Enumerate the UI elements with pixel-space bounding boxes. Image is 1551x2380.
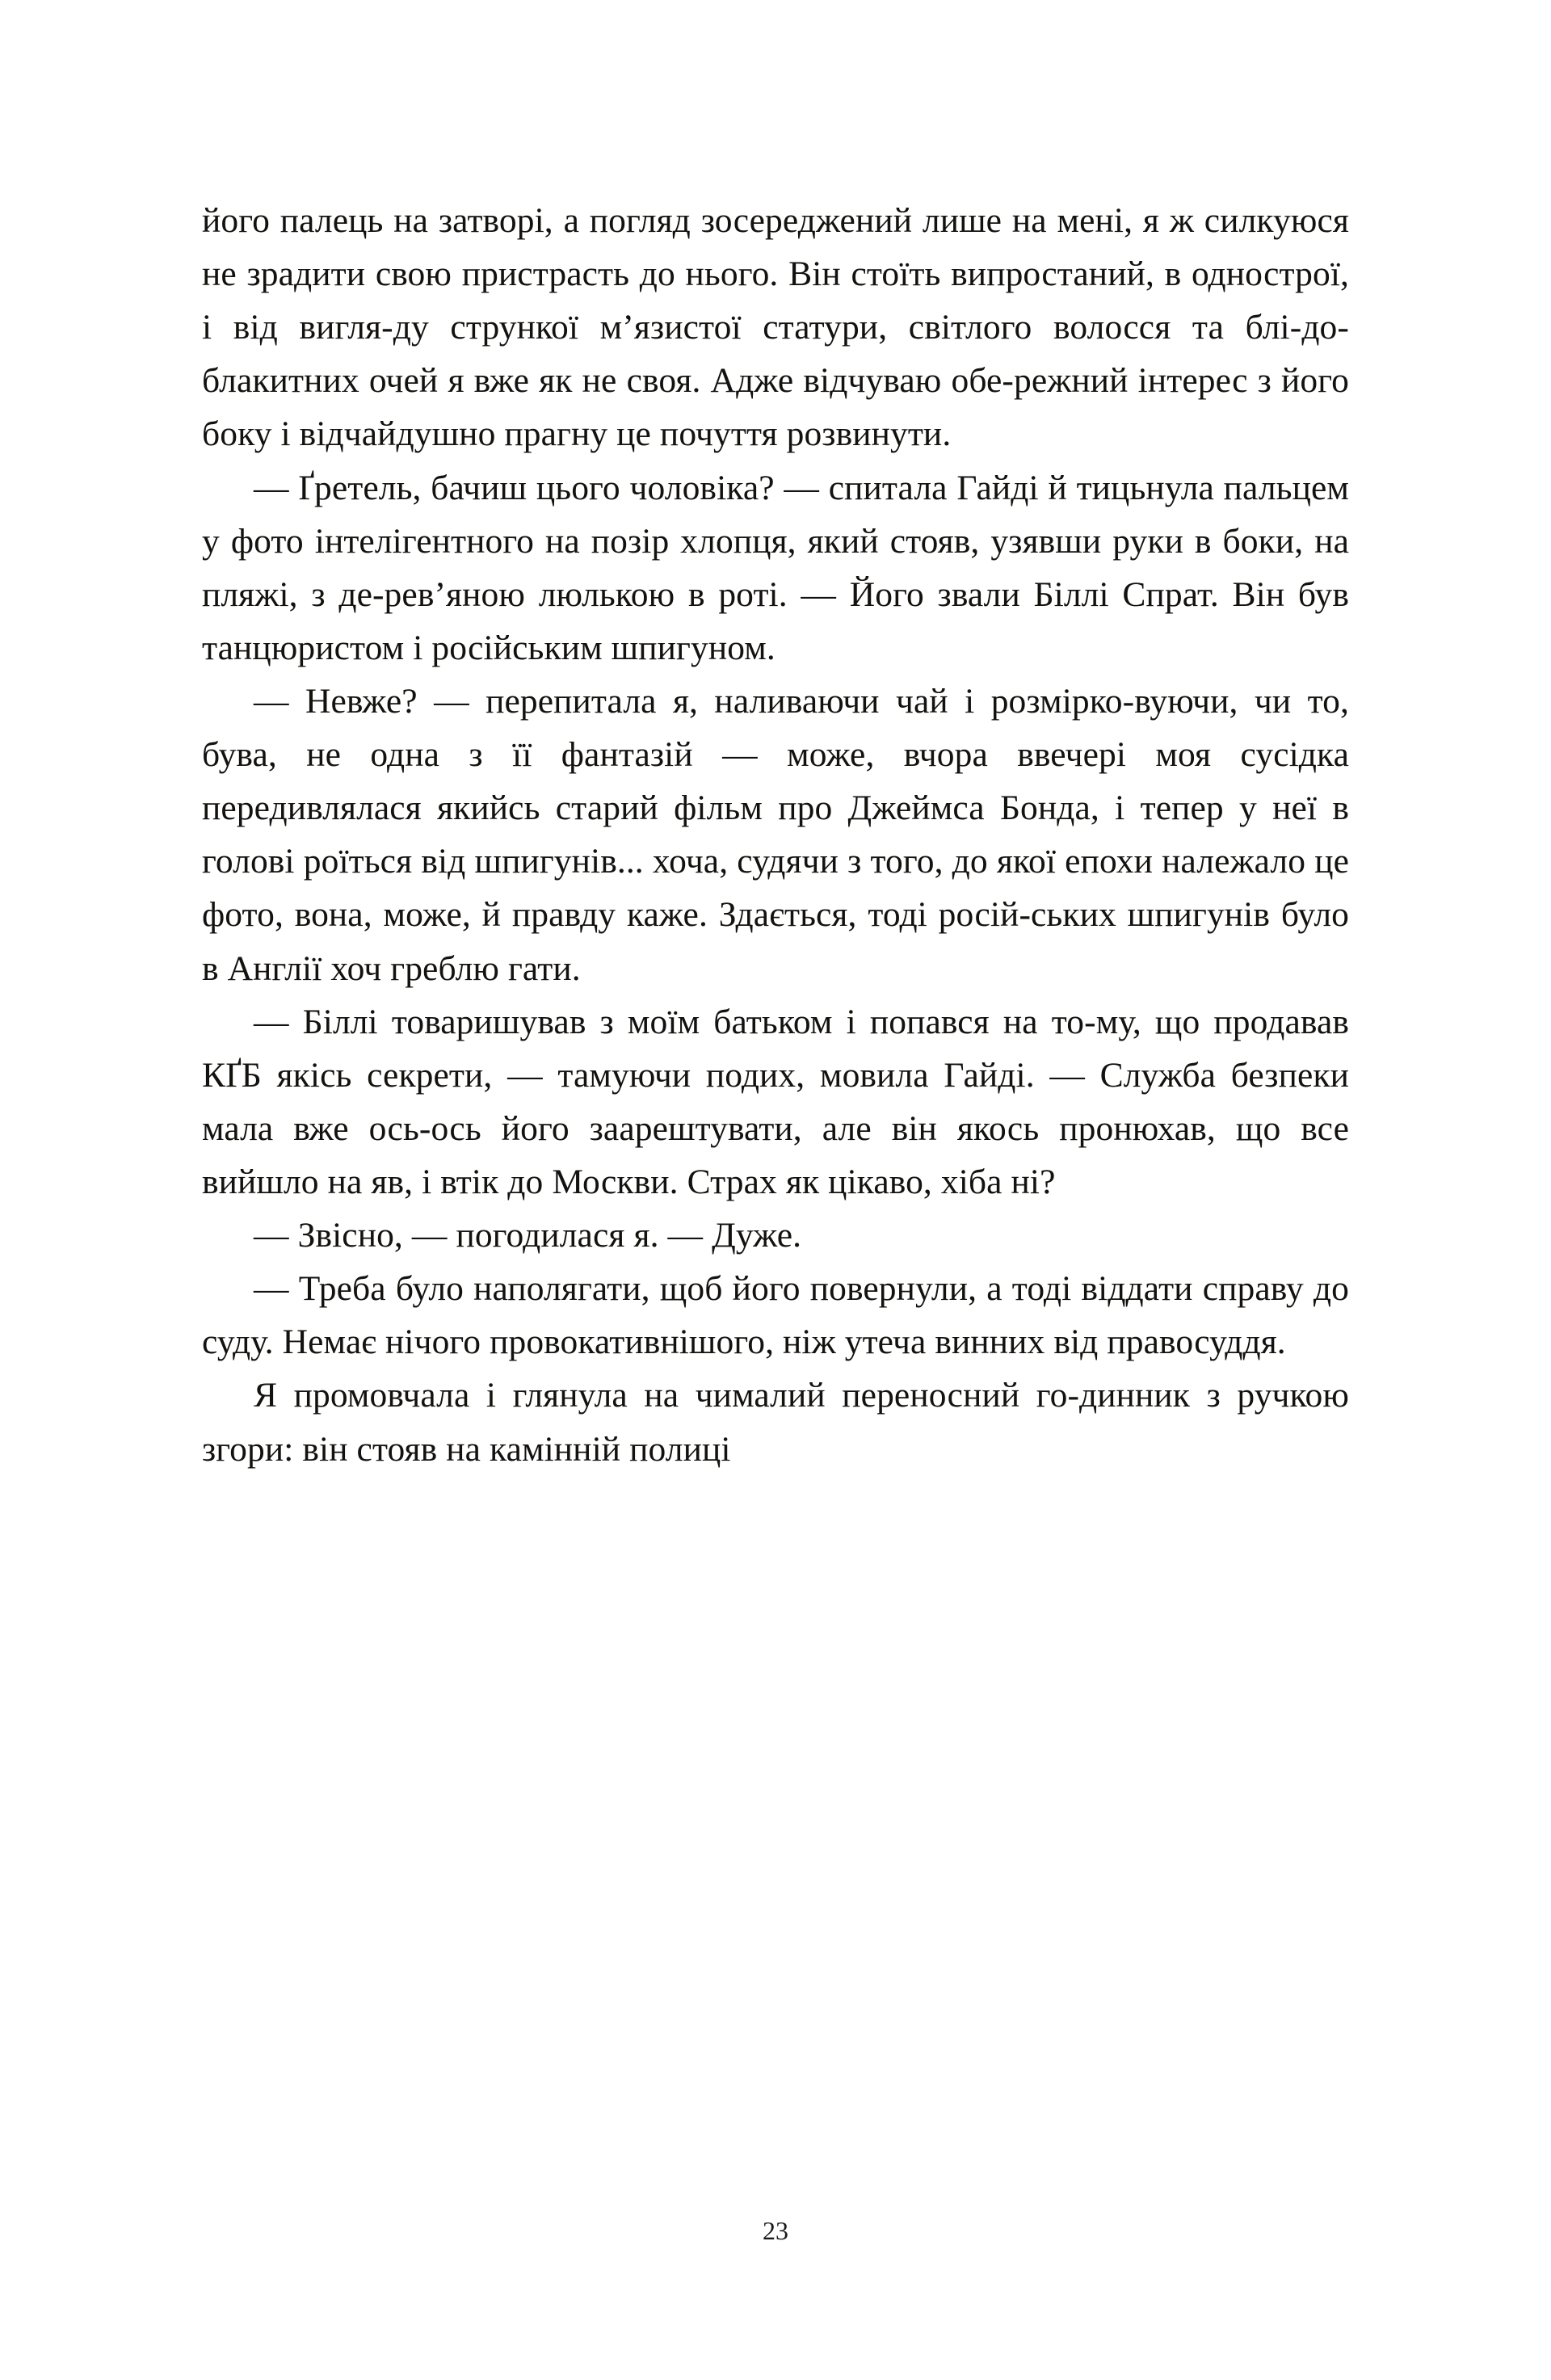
page-body	[202, 194, 1349, 1476]
paragraph: — Треба було наполягати, щоб його повернули, а тоді віддати справу до суду. Немає нічого провокативнішого, ніж утеча винних від правосуддя.	[202, 1269, 1349, 1362]
page-number: 23	[763, 2216, 788, 2245]
paragraph: — Звісно, — погодилася я. — Дуже.	[254, 1216, 802, 1255]
paragraph: — Ґретель, бачиш цього чоловіка? — спитала Гайді й тицьнула пальцем у фото інтелігентного на позір хлопця, який стояв, узявши руки в боки, на пляжі, з де-рев’яною люлькою в роті. — Його звали Біллі Спрат. Він був танцюристом і російським шпигуном.	[202, 468, 1349, 667]
paragraph: — Біллі товаришував з моїм батьком і попався на то-му, що продавав КҐБ якісь секрети, — тамуючи подих, мовила Гайді. — Служба безпеки мала вже ось-ось його заарештувати, але він якось пронюхав, що все вийшло на яв, і втік до Москви. Страх як цікаво, хіба ні?	[202, 1002, 1349, 1201]
paragraph: Я промовчала і глянула на чималий переносний го-динник з ручкою згори: він стояв на камінній полиці	[202, 1376, 1349, 1469]
paragraph: його палець на затворі, а погляд зосереджений лише на мені, я ж силкуюся не зрадити свою пристрасть до нього. Він стоїть випростаний, в однострої, і від вигля-ду стрункої м’язистої статури, світлого волосся та блі-до-блакитних очей я вже як не своя. Адже відчуваю обе-режний інтерес з його боку і відчайдушно прагну це почуття розвинути.	[202, 201, 1349, 454]
paragraph: — Невже? — перепитала я, наливаючи чай і розмірко-вуючи, чи то, бува, не одна з її фантазій — може, вчора ввечері моя сусідка передивлялася якийсь старий фільм про Джеймса Бонда, і тепер у неї в голові роїться від шпигунів... хоча, судячи з того, до якої епохи належало це фото, вона, може, й правду каже. Здається, тоді росій-ських шпигунів було в Англії хоч греблю гати.	[202, 681, 1349, 988]
